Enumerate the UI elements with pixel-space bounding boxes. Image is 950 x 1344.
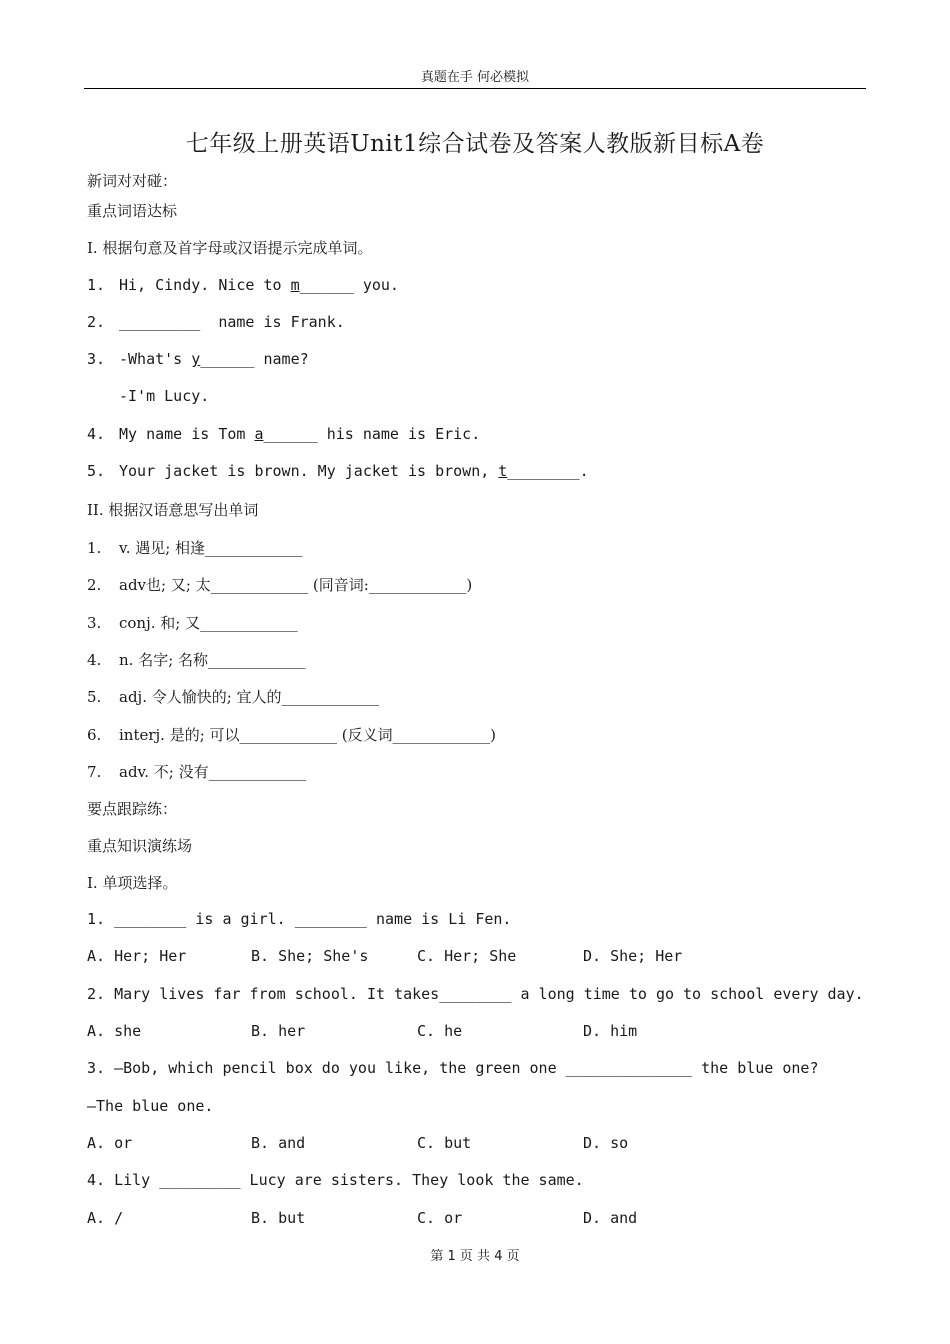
mc-option: D. and: [583, 1209, 638, 1227]
mc-question-1: 1. ________ is a girl. ________ name is Li Fen.: [87, 910, 512, 928]
hint-letter: y: [191, 350, 201, 368]
fill-item-4: 4. My name is Tom a______ his name is Eric.: [87, 425, 481, 443]
word-item-6: 6. interj. 是的; 可以_____________ (反义词_____________): [87, 726, 497, 744]
page-header: 真题在手 何必模拟: [420, 70, 530, 85]
word-item-1: 1. v. 遇见; 相逢_____________: [87, 539, 303, 557]
fill-item-5: 5. Your jacket is brown. My jacket is brown, t________.: [87, 462, 589, 480]
mc-option: B. She; She's: [251, 947, 369, 965]
mc-option: C. but: [417, 1134, 472, 1152]
mc-option: D. She; Her: [583, 947, 683, 965]
word-item-2: 2. adv也; 又; 太_____________ (同音词:_____________): [87, 576, 473, 594]
section-heading-practice: 要点跟踪练：: [87, 800, 178, 818]
blank: _________: [119, 313, 201, 331]
section-heading-new-words: 新词对对碰：: [87, 172, 178, 190]
word-item-5: 5. adj. 令人愉快的; 宜人的_____________: [87, 688, 380, 706]
mc-option: A. or: [87, 1134, 133, 1152]
mc-question-3-reply: —The blue one.: [87, 1097, 214, 1115]
word-item-4: 4. n. 名字; 名称_____________: [87, 651, 306, 669]
hint-letter: t: [498, 462, 508, 480]
fill-item-2: 2. _________ name is Frank.: [87, 313, 345, 331]
mc-option: C. Her; She: [417, 947, 517, 965]
item-number: 1.: [87, 276, 106, 294]
fill-item-3: 3. -What's y______ name?: [87, 350, 309, 368]
mc-question-4: 4. Lily _________ Lucy are sisters. They look the same.: [87, 1171, 584, 1189]
item-number: 2.: [87, 313, 106, 331]
mc-option: A. /: [87, 1209, 124, 1227]
part2-title: II. 根据汉语意思写出单词: [87, 501, 259, 519]
fill-item-3-answer: -I'm Lucy.: [119, 387, 210, 405]
mc-option: D. so: [583, 1134, 629, 1152]
section-subheading-knowledge: 重点知识演练场: [87, 837, 193, 855]
mc-option: B. her: [251, 1022, 306, 1040]
mc-question-3: 3. —Bob, which pencil box do you like, the green one ______________ the blue one?: [87, 1059, 819, 1077]
item-number: 4.: [87, 425, 106, 443]
mc-option: A. she: [87, 1022, 142, 1040]
word-item-3: 3. conj. 和; 又_____________: [87, 614, 298, 632]
mc-option: C. he: [417, 1022, 463, 1040]
blank: ______: [263, 425, 318, 443]
mc-option: A. Her; Her: [87, 947, 187, 965]
item-number: 3.: [87, 350, 106, 368]
mc-option: D. him: [583, 1022, 638, 1040]
blank: ______: [299, 276, 354, 294]
page-footer: 第 1 页 共 4 页: [430, 1249, 520, 1264]
item-number: 5.: [87, 462, 106, 480]
part1-title: I. 根据句意及首字母或汉语提示完成单词。: [87, 239, 373, 257]
header-rule: [84, 88, 866, 89]
blank: ________: [507, 462, 580, 480]
fill-item-1: 1. Hi, Cindy. Nice to m______ you.: [87, 276, 399, 294]
blank: ______: [200, 350, 255, 368]
hint-letter: m: [290, 276, 300, 294]
word-item-7: 7. adv. 不; 没有_____________: [87, 763, 307, 781]
mc-option: C. or: [417, 1209, 463, 1227]
mc-question-2: 2. Mary lives far from school. It takes________ a long time to go to school every day.: [87, 985, 864, 1003]
document-title: 七年级上册英语Unit1综合试卷及答案人教版新目标A卷: [185, 131, 765, 157]
mc-option: B. and: [251, 1134, 306, 1152]
section-subheading-vocab: 重点词语达标: [87, 202, 178, 220]
hint-letter: a: [254, 425, 264, 443]
mc-option: B. but: [251, 1209, 306, 1227]
mc-part-title: I. 单项选择。: [87, 874, 178, 892]
